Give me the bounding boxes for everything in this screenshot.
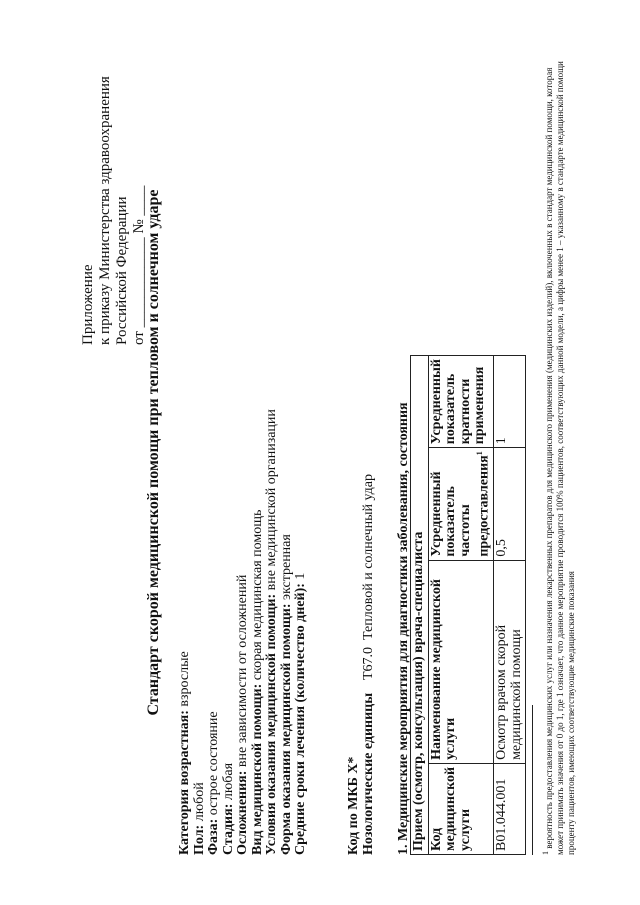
- param-label: Фаза:: [206, 818, 221, 855]
- services-table: [410, 355, 526, 855]
- param-value: вне медицинской организации: [264, 409, 279, 594]
- param-label: Осложнения:: [235, 770, 250, 855]
- param-label: Условия оказания медицинской помощи:: [264, 593, 279, 855]
- footnote-marker: 1: [541, 851, 550, 855]
- param-care-conditions: [265, 409, 280, 855]
- table-subheader-row: [411, 356, 429, 855]
- appendix-line-3: Российской Федерации: [114, 196, 130, 345]
- cell-multiplicity: 1: [494, 356, 526, 448]
- param-sex: [193, 409, 208, 855]
- cell-code: B01.044.001: [494, 763, 526, 854]
- mkb-row: [346, 474, 361, 855]
- standard-parameters: [178, 409, 309, 855]
- param-value: любая: [220, 762, 236, 804]
- footnote-divider: [532, 705, 533, 855]
- param-value: скорая медицинская помощь: [249, 509, 265, 684]
- header-name: Наименование медицинской услуги: [428, 560, 494, 763]
- param-label: Пол:: [191, 824, 207, 855]
- param-value: 1: [293, 572, 308, 584]
- nosology-label: Нозологические единицы: [361, 692, 376, 855]
- param-label: Стадия:: [220, 803, 236, 855]
- param-value: вне зависимости от осложнений: [235, 574, 250, 771]
- mkb-label: Код по МКБ X*: [346, 756, 361, 855]
- footnote-ref: 1: [475, 451, 484, 456]
- param-label: Форма оказания медицинской помощи:: [278, 603, 294, 855]
- appendix-line-1: Приложение: [80, 264, 96, 345]
- appendix-block: [80, 76, 148, 345]
- param-complications: [236, 409, 251, 855]
- table-subheader: Прием (осмотр, консультация) врача-специалиста: [411, 356, 429, 855]
- param-label: Вид медицинской помощи:: [249, 683, 265, 855]
- param-value: острое состояние: [206, 711, 221, 819]
- param-label: Категория возрастная:: [177, 710, 192, 855]
- mkb-block: [346, 474, 376, 855]
- param-stage: [222, 409, 237, 855]
- appendix-line-2: к приказу Министерства здравоохранения: [97, 76, 113, 345]
- header-frequency: [428, 448, 494, 560]
- header-multiplicity: Усредненный показатель кратности применения: [428, 356, 494, 448]
- param-label: Средние сроки лечения (количество дней):: [293, 583, 308, 855]
- cell-frequency: 0,5: [494, 448, 526, 560]
- param-care-form: [280, 409, 295, 855]
- cell-name: Осмотр врачом скорой медицинской помощи: [494, 560, 526, 763]
- param-duration: [294, 409, 309, 855]
- header-code: Код медицинской услуги: [428, 763, 494, 854]
- param-value: любой: [191, 782, 207, 825]
- param-age: [178, 409, 193, 855]
- section-heading: 1. Медицинские мероприятия для диагностики заболевания, состояния: [396, 402, 411, 855]
- nosology-row: [361, 474, 376, 855]
- param-value: экстренная: [278, 534, 294, 604]
- footnote-text: вероятность предоставления медицинских услуг или назначения лекарственных препаратов для медицинского применения (медицинских изделий), включенных в стандарт медицинской помощи, которая может принимать значения от 0 до 1, где 1 означает, что данное мероприятие проводится 100% пациентов, соответствующих данной модели, а цифры менее 1 – указанному в стандарте медицинской помощи проценту пациентов, имеющих соответствующие медицинские показания: [544, 61, 576, 855]
- appendix-line-4: от ____________ № ____: [131, 185, 147, 345]
- param-phase: [207, 409, 222, 855]
- table-row: [494, 356, 526, 855]
- mkb-name: Тепловой и солнечный удар: [361, 474, 376, 640]
- mkb-code: T67.0: [361, 646, 376, 680]
- header-frequency-text: Усредненный показатель частоты предоставления: [428, 455, 492, 557]
- param-care-type: [251, 409, 266, 855]
- table-header-row: [428, 356, 494, 855]
- footnote: [540, 55, 577, 855]
- param-value: взрослые: [177, 651, 192, 711]
- document-title: Стандарт скорой медицинской помощи при тепловом и солнечном ударе: [145, 189, 162, 716]
